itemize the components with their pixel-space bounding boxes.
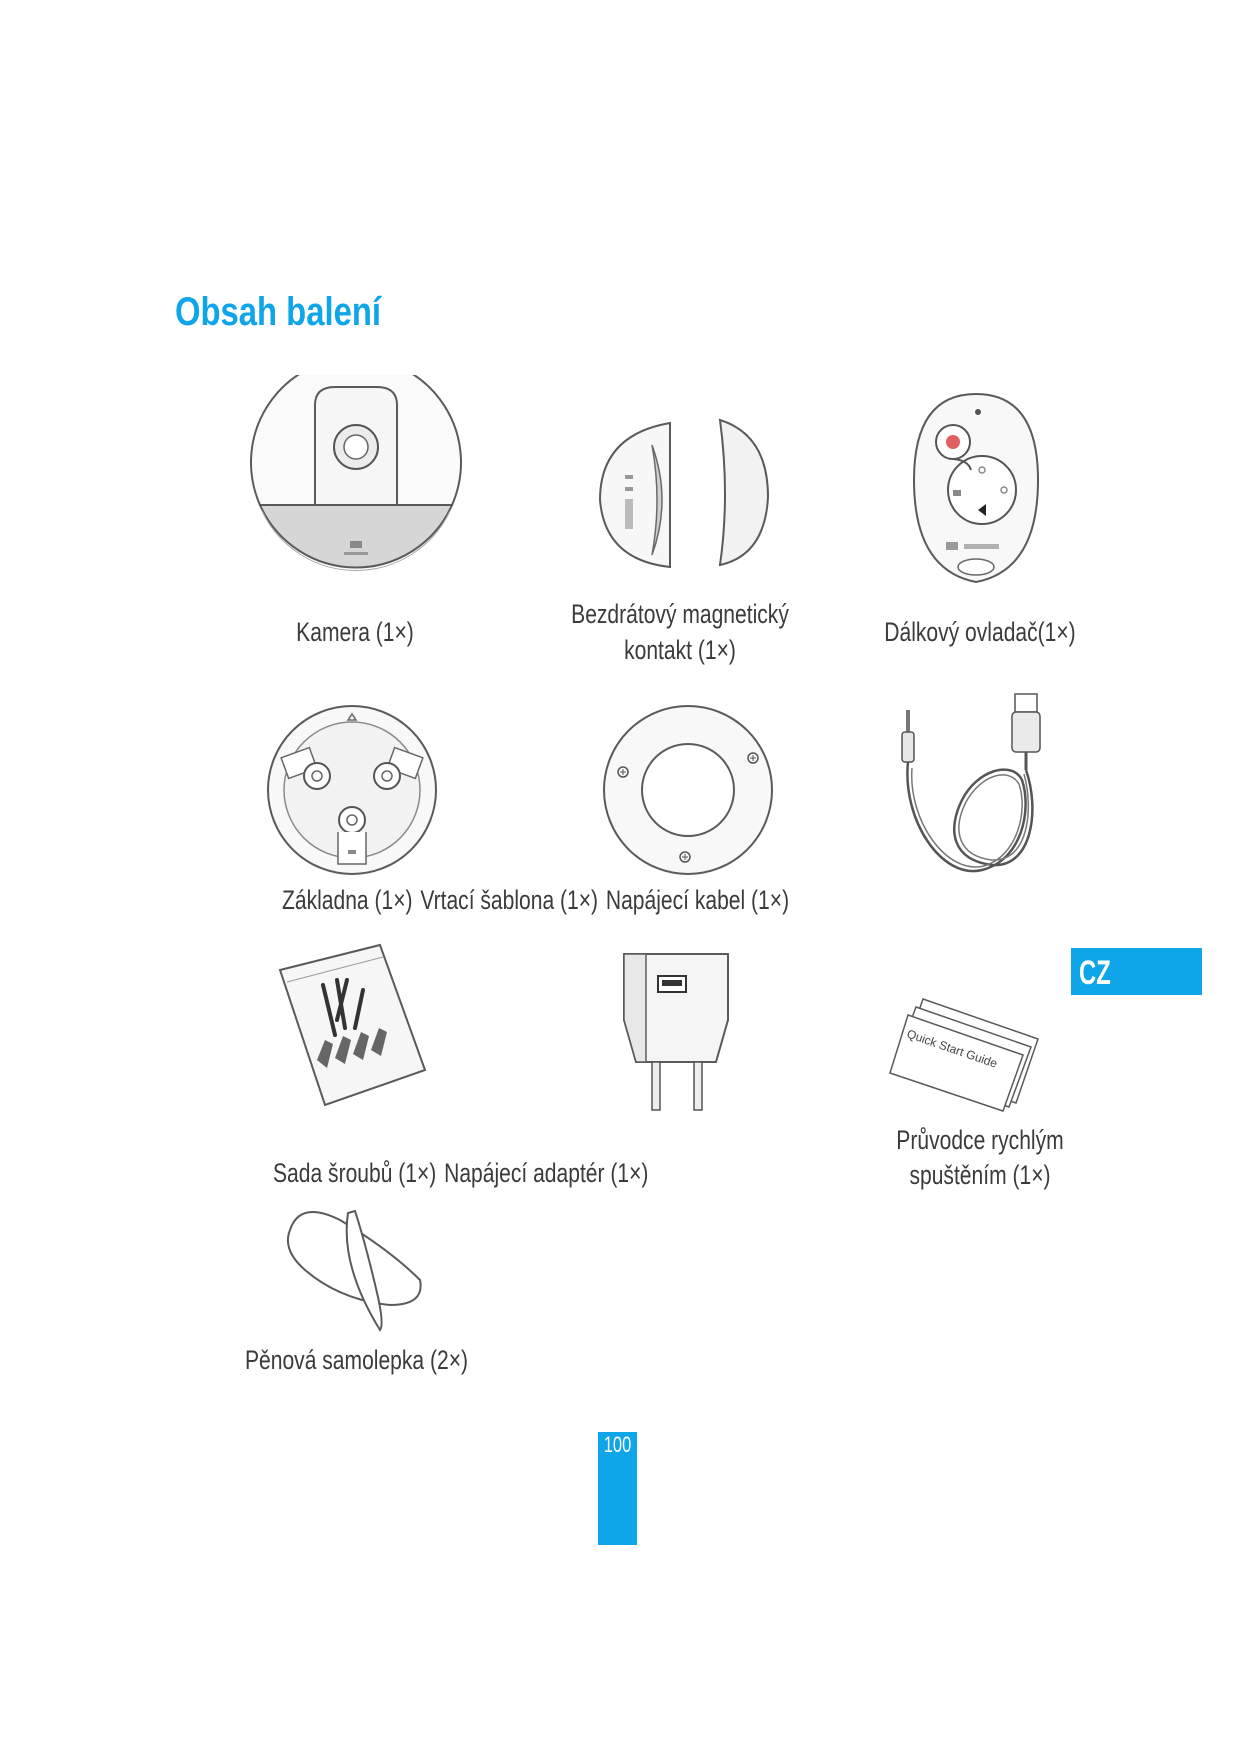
row-labels-3 <box>273 1158 656 1189</box>
base-label: Základna (1×) <box>282 885 413 915</box>
adapter-label: Napájecí adaptér (1×) <box>444 1158 649 1188</box>
camera-icon <box>240 375 470 590</box>
row-labels-2 <box>282 885 797 916</box>
template-label: Vrtací šablona (1×) <box>420 885 599 915</box>
quick-start-guide-icon <box>888 995 1048 1115</box>
language-tab-label: CZ <box>1079 954 1111 992</box>
remote-control-icon <box>906 390 1046 590</box>
drill-template-icon <box>593 700 783 880</box>
power-cable-icon <box>882 690 1062 890</box>
power-adapter-icon <box>616 950 736 1120</box>
magnetic-contact-icon <box>590 415 770 575</box>
screws-label: Sada šroubů (1×) <box>273 1158 437 1188</box>
camera-label: Kamera (1×) <box>296 617 414 647</box>
cable-label: Napájecí kabel (1×) <box>605 885 790 915</box>
guide-cover-text: Quick Start Guide <box>905 1026 1000 1071</box>
magnetic-contact-label-2: kontakt (1×) <box>624 635 736 665</box>
magnetic-contact-label-1: Bezdrátový magnetický <box>571 599 789 629</box>
guide-label-1: Průvodce rychlým <box>896 1125 1064 1155</box>
page-title: Obsah balení <box>175 290 381 334</box>
base-icon <box>262 702 442 887</box>
language-tab <box>1071 948 1202 995</box>
page-number-tab <box>598 1432 637 1545</box>
page-number: 100 <box>603 1432 632 1457</box>
remote-label: Dálkový ovladač(1×) <box>884 617 1076 647</box>
guide-label-2: spuštěním (1×) <box>909 1160 1051 1190</box>
foam-label: Pěnová samolepka (2×) <box>245 1345 469 1375</box>
foam-sticker-icon <box>280 1205 430 1345</box>
screw-kit-icon <box>275 940 435 1115</box>
